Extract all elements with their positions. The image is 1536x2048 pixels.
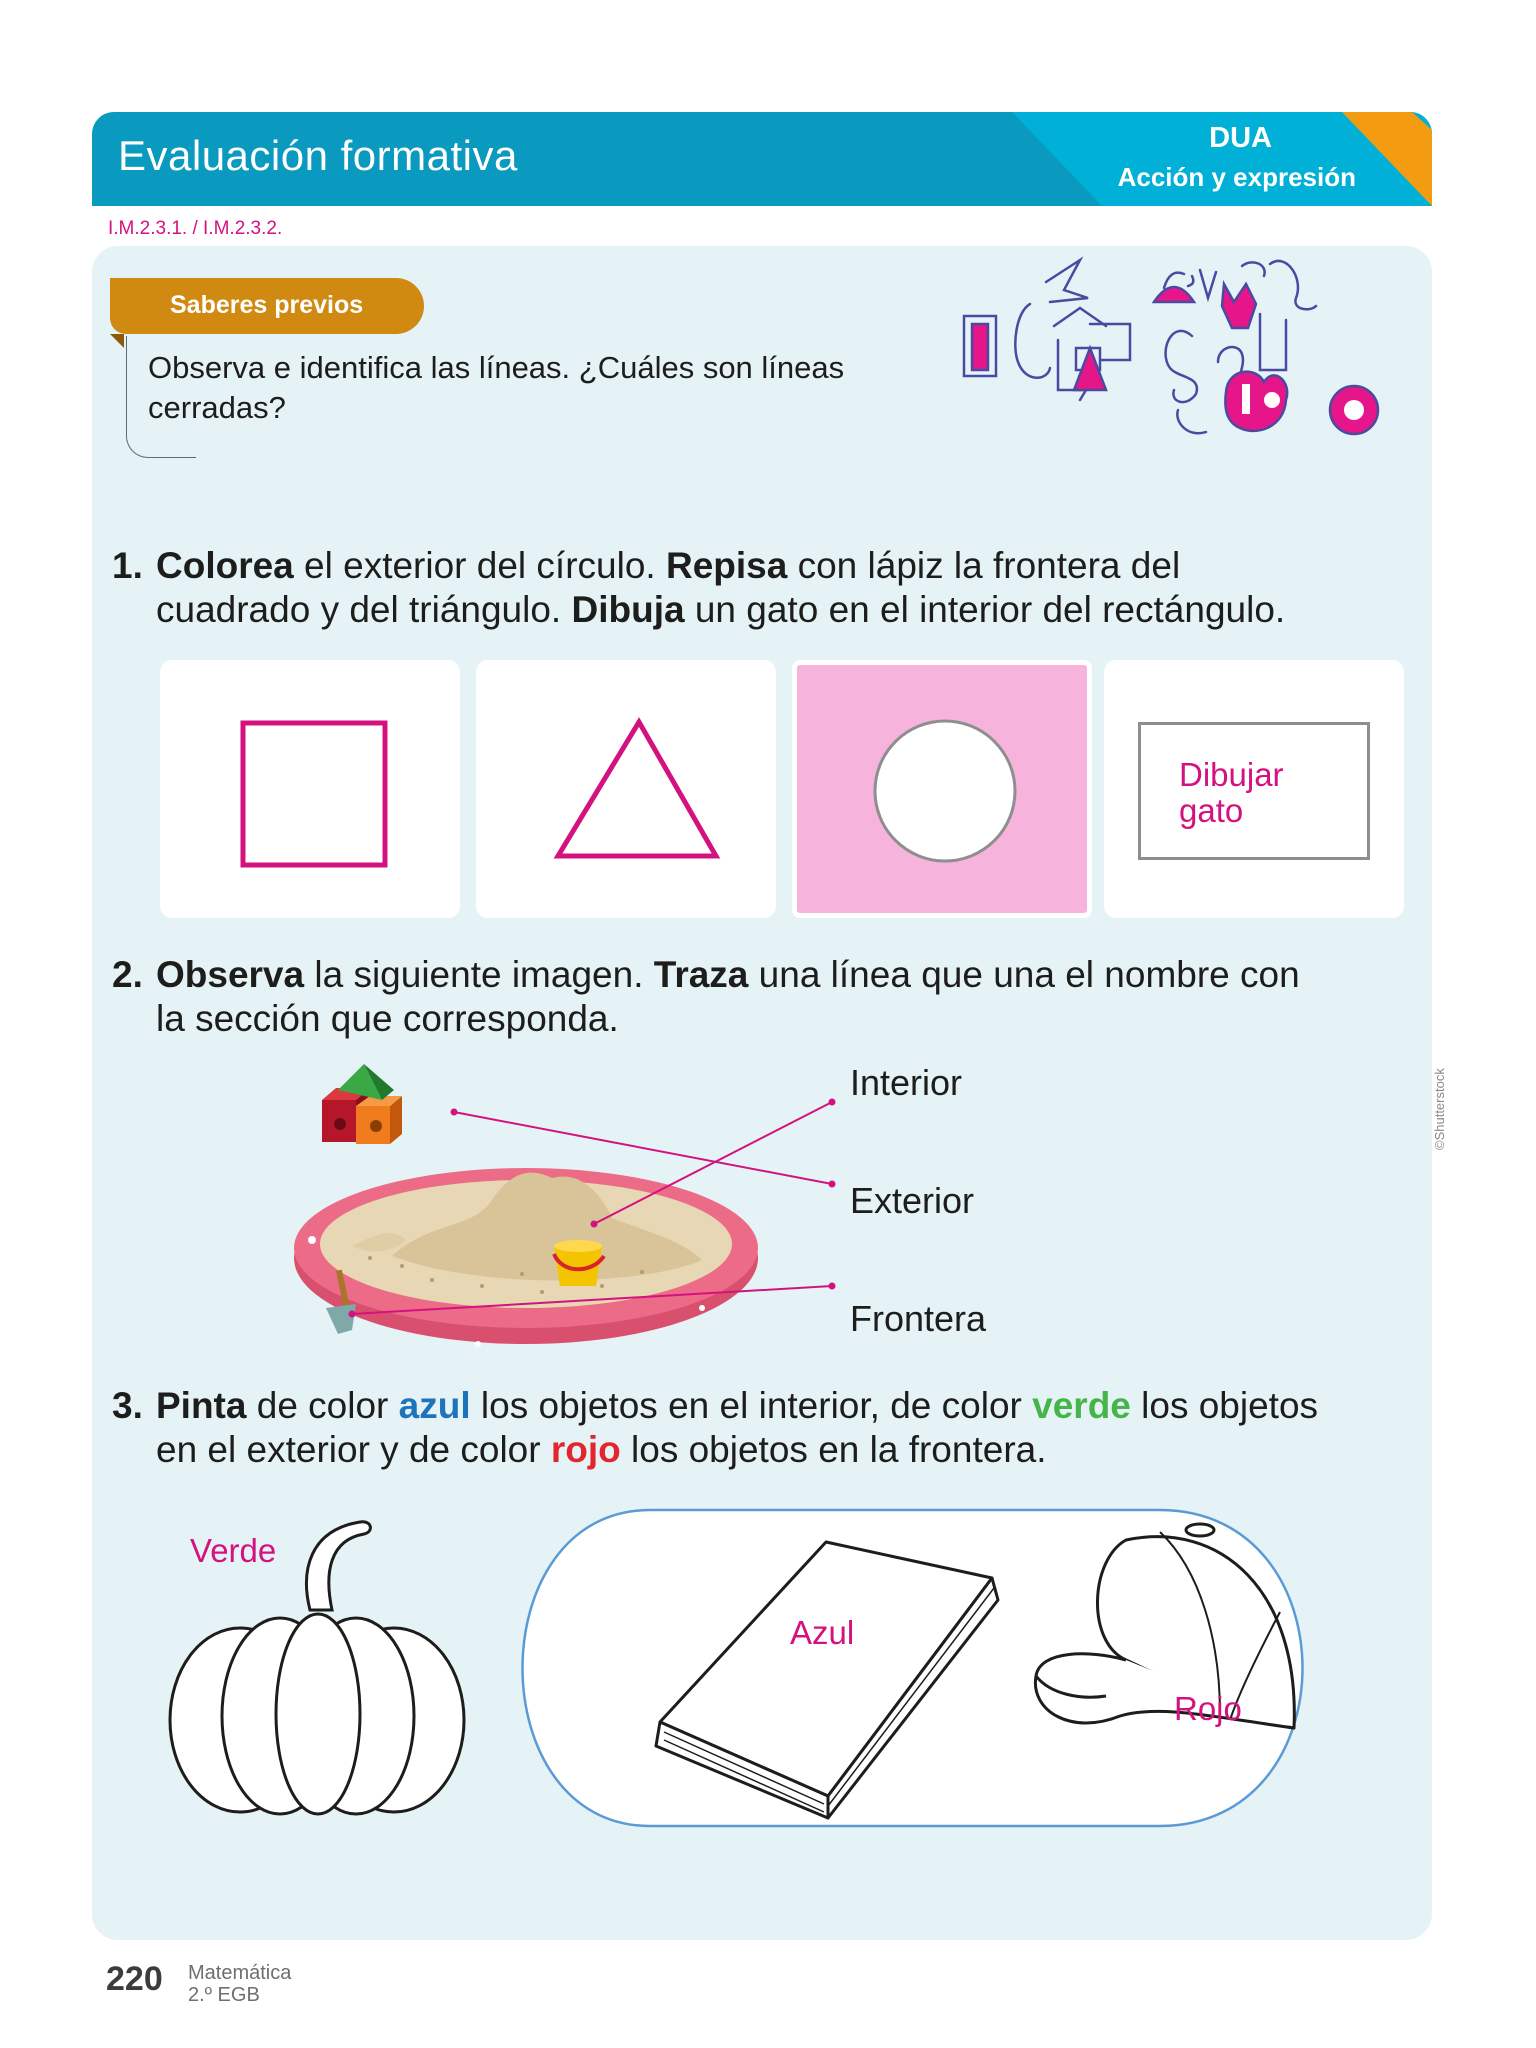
draw-cat-label: Dibujar gato (1179, 756, 1284, 829)
triangle-card[interactable] (476, 660, 776, 918)
question-1: 1. Colorea el exterior del círculo. Repisa con lápiz la frontera del cuadrado y del triángulo. Dibuja un gato en el interior del rectángulo. (112, 545, 1286, 630)
question-3: 3. Pinta de color azul los objetos en el interior, de color verde los objetos en el exterior y de color rojo los objetos en la frontera. (112, 1385, 1319, 1470)
verb-repisa: Repisa (665, 545, 788, 586)
circle-shape (797, 665, 1087, 913)
square-card[interactable] (160, 660, 460, 918)
page-number: 220 (106, 1960, 163, 1998)
saberes-previos-label: Saberes previos (170, 291, 364, 319)
verb-pinta: Pinta (156, 1385, 247, 1426)
dua-subtitle: Acción y expresión (1117, 162, 1356, 192)
image-credit: ©Shutterstock (1432, 1068, 1447, 1150)
section-title: Evaluación formativa (118, 132, 518, 179)
label-verde: Verde (190, 1532, 277, 1569)
dua-title: DUA (1209, 122, 1272, 154)
draw-cat-rectangle[interactable] (1138, 722, 1370, 860)
subject-name: Matemática (188, 1962, 292, 1984)
grade-level: 2.º EGB (188, 1984, 260, 2006)
rectangle-card[interactable] (1104, 660, 1404, 918)
open-closed-lines-illustration (956, 250, 1416, 450)
square-shape (160, 660, 460, 918)
tab-fold (110, 334, 124, 348)
term-exterior: Exterior (850, 1180, 975, 1221)
bucket-icon (554, 1240, 604, 1286)
section-header (92, 112, 1432, 206)
color-rojo: rojo (550, 1429, 621, 1470)
label-azul: Azul (790, 1614, 855, 1651)
verb-colorea: Colorea (156, 545, 294, 586)
term-frontera: Frontera (850, 1298, 987, 1339)
color-azul: azul (398, 1385, 471, 1426)
objects-illustration (160, 1500, 1380, 1860)
question-number: 1. (112, 545, 143, 586)
term-interior: Interior (850, 1062, 963, 1103)
verb-dibuja: Dibuja (571, 589, 685, 630)
verb-traza: Traza (653, 954, 749, 995)
question-number: 3. (112, 1385, 143, 1426)
verb-observa: Observa (156, 954, 305, 995)
indicator-codes: I.M.2.3.1. / I.M.2.3.2. (108, 218, 283, 239)
question-2: 2. Observa la siguiente imagen. Traza una línea que una el nombre con la sección que corresponda. (112, 954, 1300, 1039)
saberes-previos-text: Observa e identifica las líneas. ¿Cuáles son líneas cerradas? (148, 350, 845, 425)
circle-card[interactable] (792, 660, 1092, 918)
label-rojo: Rojo (1174, 1690, 1242, 1727)
color-verde: verde (1032, 1385, 1131, 1426)
question-number: 2. (112, 954, 143, 995)
subject-info (188, 1962, 291, 2006)
sandbox-illustration (282, 1060, 862, 1360)
toy-blocks-icon (322, 1064, 402, 1144)
saberes-previos-tab (110, 278, 424, 334)
dua-panel (1012, 112, 1432, 206)
triangle-shape (476, 660, 776, 918)
